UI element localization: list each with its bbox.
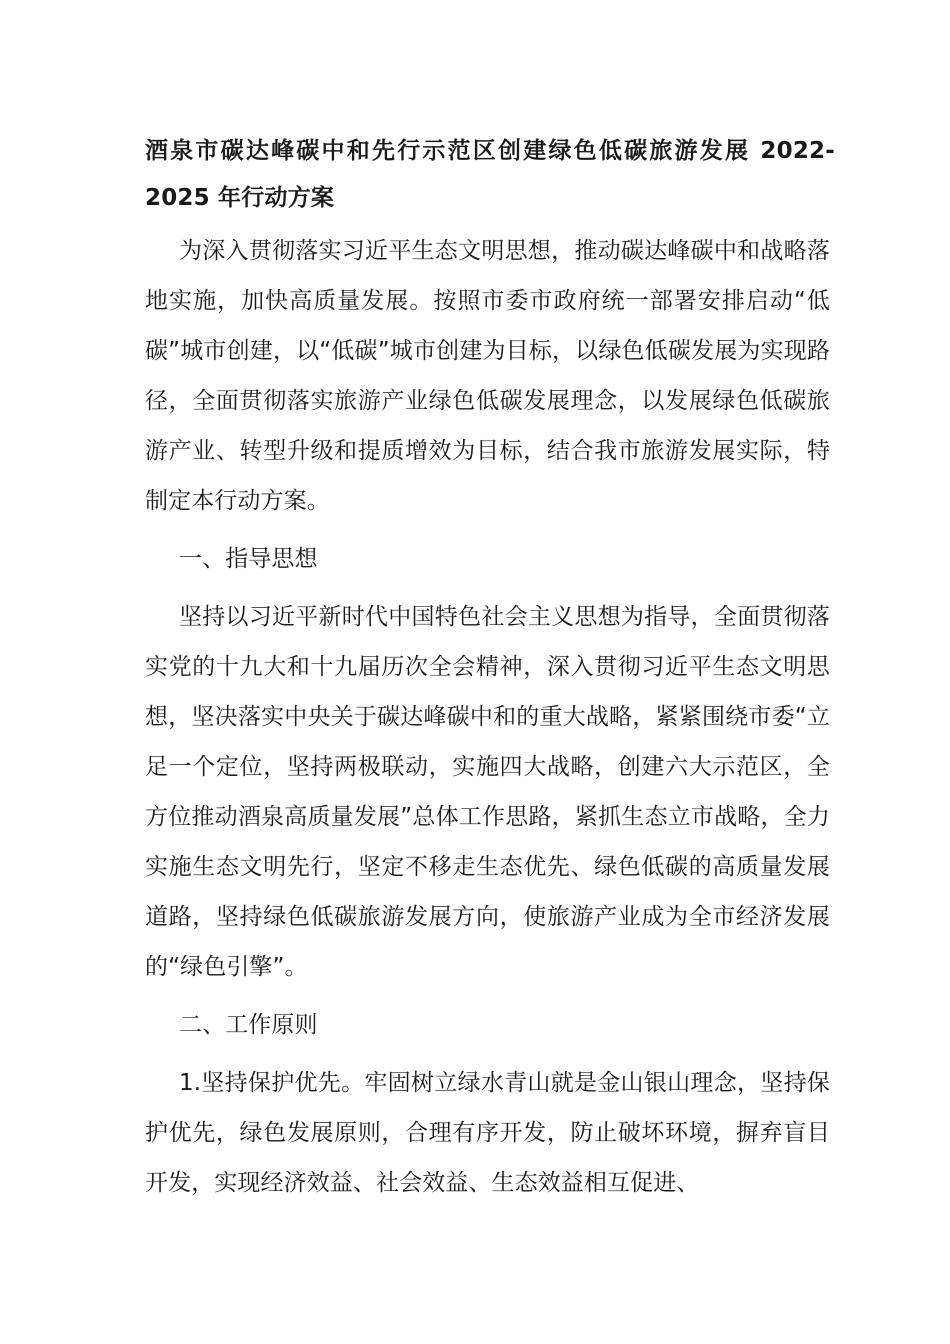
intro-paragraph: 为深入贯彻落实习近平生态文明思想，推动碳达峰碳中和战略落地实施，加快高质量发展。按照市委市政府统一部署安排启动“低碳”城市创建，以“低碳”城市创建为目标，以绿色低碳发展为实现路径，全面贯彻落实旅游产业绿色低碳发展理念，以发展绿色低碳旅游产业、转型升级和提质增效为目标，结合我市旅游发展实际，特制定本行动方案。: [145, 238, 830, 514]
document-title: 酒泉市碳达峰碳中和先行示范区创建绿色低碳旅游发展 2022-2025 年行动方案: [145, 138, 835, 211]
principle-paragraph-1: 1.坚持保护优先。牢固树立绿水青山就是金山银山理念，坚持保护优先，绿色发展原则，合理有序开发，防止破坏环境，摒弃盲目开发，实现经济效益、社会效益、生态效益相互促进、: [145, 1070, 830, 1196]
document-body: [145, 226, 830, 1208]
guiding-ideology-paragraph: 坚持以习近平新时代中国特色社会主义思想为指导，全面贯彻落实党的十九大和十九届历次全会精神，深入贯彻习近平生态文明思想，坚决落实中央关于碳达峰碳中和的重大战略，紧紧围绕市委“立足一个定位，坚持两极联动，实施四大战略，创建六大示范区，全方位推动酒泉高质量发展”总体工作思路，紧抓生态立市战略，全力实施生态文明先行，坚定不移走生态优先、绿色低碳的高质量发展道路，坚持绿色低碳旅游发展方向，使旅游产业成为全市经济发展的“绿色引擎”。: [145, 604, 830, 980]
section-heading-guiding-ideology: 一、指导思想: [179, 546, 318, 572]
section-heading-work-principles: 二、工作原则: [179, 1012, 318, 1038]
